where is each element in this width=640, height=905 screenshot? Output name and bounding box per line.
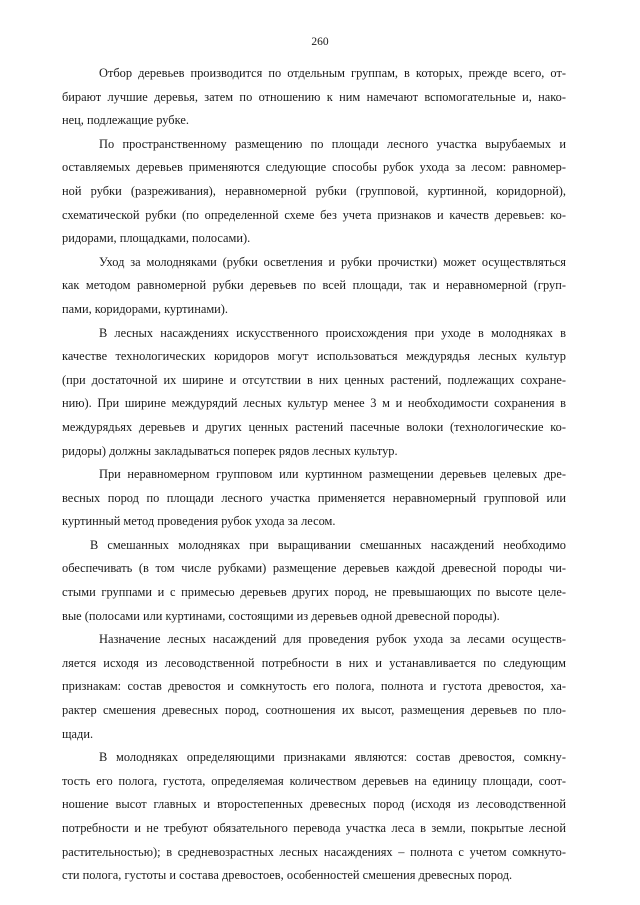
text-line: щади. — [62, 726, 94, 741]
text-line: По пространственному размещению по площади лесного участка вырубаемых и — [99, 136, 566, 151]
text-line: сти полога, густоты и состава древостоев, особенностей смешения древесных пород. — [62, 868, 513, 883]
text-line: растительностью); в средневозрастных лесных насаждениях – полнота с учетом сомкнуто- — [62, 844, 566, 859]
text-line: нию). При ширине междурядий лесных культур менее 3 м и необходимости сохранения в — [62, 396, 566, 411]
text-line: рактер смешения древесных пород, соотношения их высот, размещения деревьев по пло- — [62, 703, 566, 718]
text-line: как методом равномерной рубки деревьев по всей площади, так и неравномерной (груп- — [62, 278, 566, 293]
text-line: ридоры) должны закладываться поперек рядов лесных культур. — [62, 443, 398, 458]
text-line: ной рубки (разреживания), неравномерной рубки (групповой, куртинной, коридорной), — [62, 183, 566, 198]
paragraph — [62, 534, 566, 628]
text-line: вые (полосами или куртинами, состоящими из деревьев одной древесной породы). — [62, 608, 500, 623]
text-line: потребности и не требуют обязательного перевода участка леса в земли, покрытые лесной — [62, 821, 566, 835]
paragraph — [62, 133, 566, 251]
text-line: междурядьях деревьев и других ценных растений пасечные волоки (технологические ко- — [62, 419, 566, 434]
text-line: стыми группами и с примесью деревьев других пород, не превышающих по высоте целе- — [62, 585, 566, 600]
text-line: оставляемых деревьев применяются следующие способы рубок ухода за лесом: равномер- — [62, 160, 566, 175]
text-line: качестве технологических коридоров могут использоваться междурядья лесных культур — [62, 349, 566, 364]
text-line: ридорами, площадками, полосами). — [62, 231, 251, 246]
paragraph — [62, 746, 566, 888]
paragraph — [62, 251, 566, 322]
text-line: куртинный метод проведения рубок ухода за лесом. — [62, 514, 336, 529]
text-line: схематической рубки (по определенной схеме без учета признаков и качеств деревьев: ко- — [62, 207, 566, 222]
text-line: бирают лучшие деревья, затем по отношению к ним намечают вспомогательные и, нако- — [62, 89, 566, 104]
text-line: весных пород по площади лесного участка применяется неравномерный групповой или — [62, 490, 566, 505]
text-line: ношение высот главных и второстепенных древесных пород (исходя из лесоводственной — [62, 797, 566, 812]
text-line: В молодняках определяющими признаками являются: состав древостоя, сомкну- — [99, 750, 566, 765]
text-line: (при достаточной их ширине и отсутствии в них ценных растений, подлежащих сохране- — [62, 372, 566, 387]
text-line: Отбор деревьев производится по отдельным группам, в которых, прежде всего, от- — [99, 66, 566, 80]
text-line: пами, коридорами, куртинами). — [62, 301, 229, 316]
text-line: обеспечивать (в том числе рубками) размещение деревьев каждой древесной породы чи- — [62, 561, 566, 576]
paragraph — [62, 628, 566, 746]
text-line: тость его полога, густота, определяемая количеством деревьев на единицу площади, соот- — [62, 773, 566, 788]
paragraph — [62, 463, 566, 534]
page-number: 260 — [311, 36, 329, 48]
text-line: Уход за молодняками (рубки осветления и рубки прочистки) может осуществляться — [99, 254, 566, 269]
text-line: признакам: состав древостоя и сомкнутость его полога, полнота и густота древостоя, ха- — [62, 679, 566, 694]
body-text — [62, 62, 566, 888]
text-line: ляется исходя из лесоводственной потребности в них и устанавливается по следующим — [62, 655, 566, 670]
paragraph — [62, 322, 566, 464]
text-line: При неравномерном групповом или куртинном размещении деревьев целевых дре- — [99, 467, 566, 482]
text-line: В лесных насаждениях искусственного происхождения при уходе в молодняках в — [99, 325, 566, 340]
text-line: Назначение лесных насаждений для проведения рубок ухода за лесами осуществ- — [99, 632, 566, 647]
paragraph — [62, 62, 566, 133]
text-line: нец, подлежащие рубке. — [62, 113, 189, 128]
text-line: В смешанных молодняках при выращивании смешанных насаждений необходимо — [90, 537, 566, 552]
